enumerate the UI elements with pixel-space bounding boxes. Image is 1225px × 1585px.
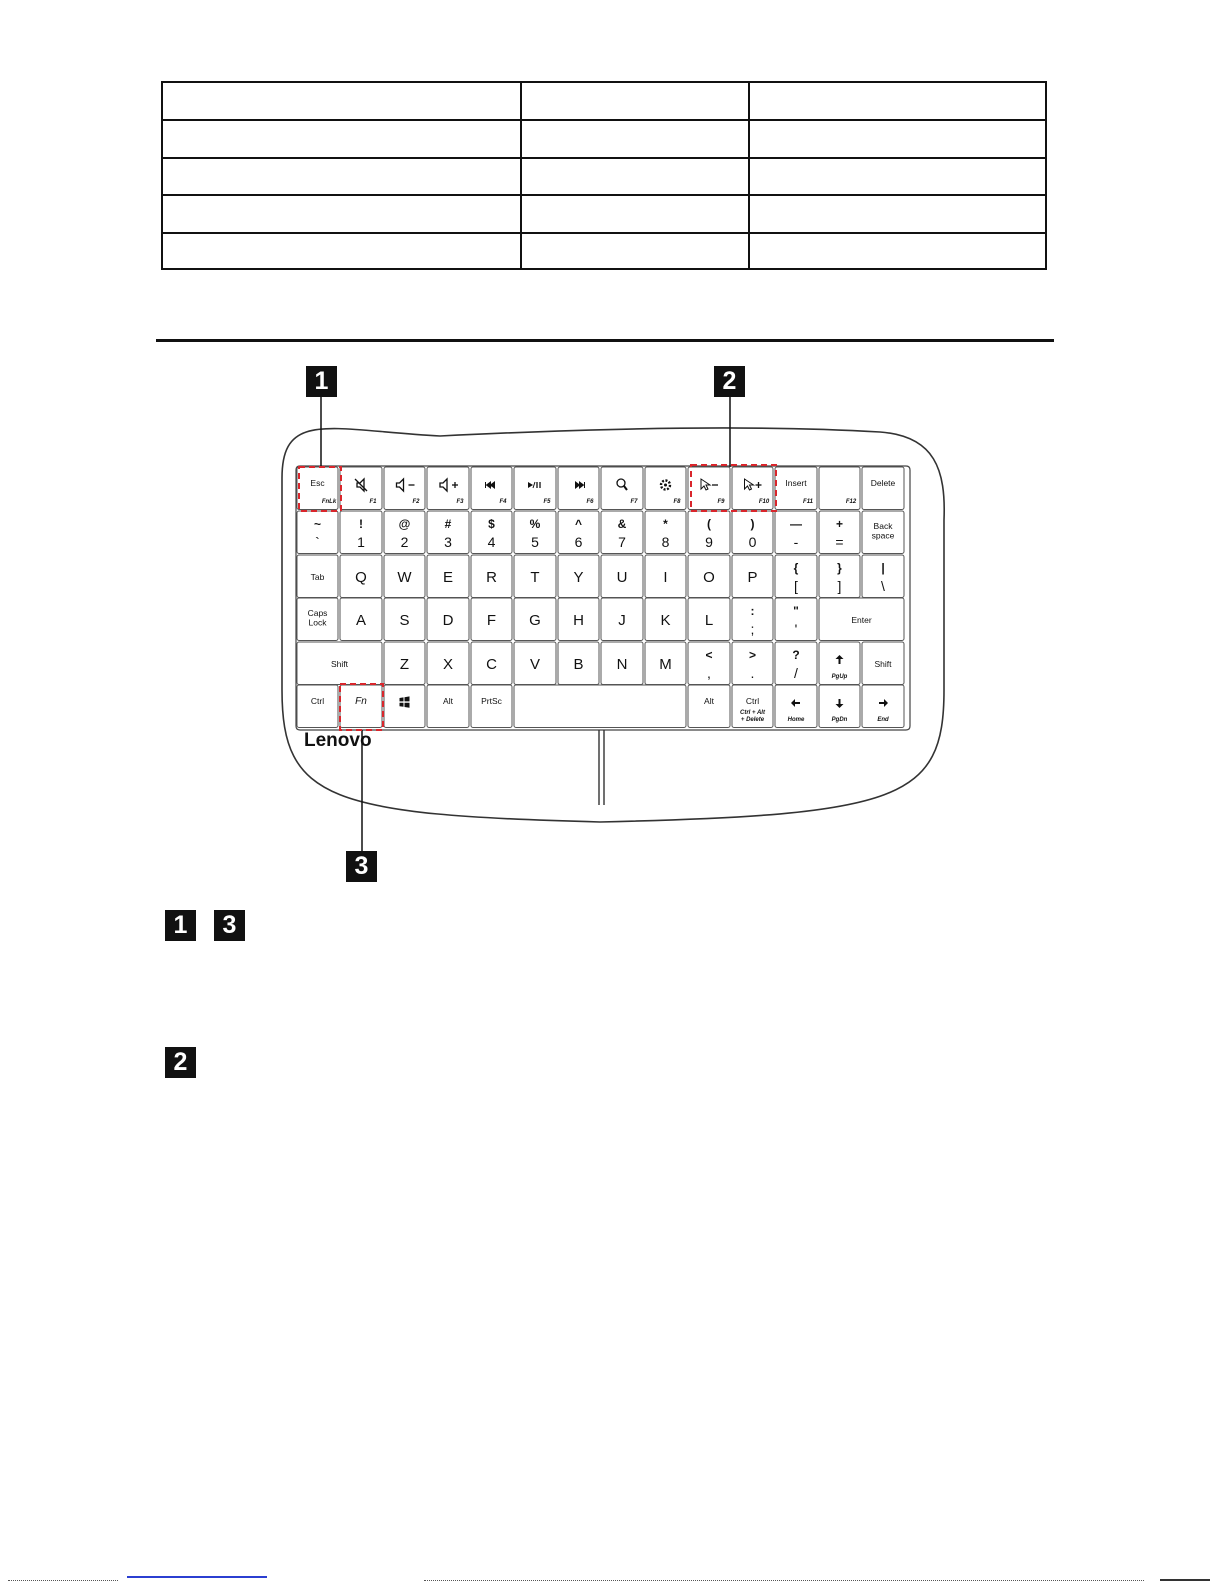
key-label: 5 (531, 534, 539, 550)
key-label: 3 (444, 534, 452, 550)
key-label: H (573, 612, 584, 629)
key-slash[interactable] (775, 642, 817, 685)
key-label: 2 (400, 534, 409, 550)
callout-2-badge: 2 (714, 366, 745, 397)
key-rctrl[interactable] (732, 685, 773, 728)
key-label: 8 (661, 534, 670, 550)
key-label: K (660, 612, 671, 629)
description-badge-2: 2 (165, 1047, 196, 1078)
key-label: ` (315, 534, 320, 550)
key-label: J (618, 612, 626, 629)
key-label: ! (359, 517, 363, 531)
key-g[interactable] (514, 598, 556, 641)
key-label: F3 (456, 499, 464, 505)
key-rbracket[interactable] (819, 555, 860, 598)
key-k6[interactable] (558, 511, 599, 554)
key-k4[interactable] (471, 511, 512, 554)
key-label: Q (355, 569, 367, 586)
key-label: 9 (705, 534, 713, 550)
key-f5[interactable] (514, 467, 556, 510)
key-label: F9 (717, 499, 725, 505)
key-label: F (486, 612, 497, 629)
key-label: W (397, 569, 412, 586)
key-label: Shift (874, 659, 892, 669)
page-footer-rule (0, 1576, 1225, 1585)
key-label: FnLk (321, 499, 337, 505)
key-label: G (529, 612, 541, 629)
key-k9[interactable] (688, 511, 730, 554)
key-label: , (707, 665, 711, 681)
key-backspace[interactable] (862, 511, 904, 554)
lenovo-logo: Lenovo (304, 730, 372, 751)
key-label: Tab (310, 572, 325, 582)
key-label: P (747, 569, 758, 586)
key-insert[interactable] (775, 467, 817, 510)
key-label: F12 (845, 499, 857, 505)
key-esc[interactable] (297, 467, 338, 510)
key-label: ~ (313, 517, 322, 531)
key-label: End (877, 717, 889, 723)
key-label: F5 (543, 499, 551, 505)
key-f4[interactable] (471, 467, 512, 510)
key-t[interactable] (514, 555, 556, 598)
key-capslock[interactable] (297, 598, 338, 641)
key-label: = (835, 534, 844, 550)
key-label: Lock (308, 617, 327, 628)
key-f12[interactable] (819, 467, 860, 510)
key-label: | (881, 561, 885, 575)
key-p[interactable] (732, 555, 773, 598)
key-label: [ (794, 578, 798, 594)
key-k1[interactable] (340, 511, 382, 554)
key-period[interactable] (732, 642, 773, 685)
key-label: M (659, 656, 672, 673)
key-label: \ (881, 578, 885, 594)
key-label: Delete (870, 478, 896, 488)
key-label: } (837, 561, 842, 575)
key-f2[interactable] (384, 467, 425, 510)
key-label: Alt (443, 696, 453, 706)
key-f8[interactable] (645, 467, 686, 510)
key-quote[interactable] (775, 598, 817, 641)
key-label: T (530, 569, 540, 586)
key-label: L (704, 612, 714, 629)
key-space[interactable] (514, 685, 686, 728)
key-k7[interactable] (601, 511, 643, 554)
key-lshift[interactable] (297, 642, 382, 685)
key-minus[interactable] (775, 511, 817, 554)
key-label: X (442, 656, 454, 673)
key-label: Y (573, 569, 584, 586)
key-tab[interactable] (297, 555, 338, 598)
key-label: $ (488, 517, 495, 531)
key-label: . (750, 665, 755, 681)
key-label: F2 (412, 499, 420, 505)
key-v[interactable] (514, 642, 556, 685)
key-label: 0 (748, 534, 757, 550)
key-label: Fn (355, 696, 367, 707)
key-label: PrtSc (481, 696, 502, 706)
key-label: F8 (673, 499, 681, 505)
key-c[interactable] (471, 642, 512, 685)
key-z[interactable] (384, 642, 425, 685)
key-label: Ctrl + Alt (740, 710, 765, 716)
key-f1[interactable] (340, 467, 382, 510)
key-label: & (617, 517, 627, 531)
key-label: ? (792, 648, 800, 662)
key-label: Caps (307, 608, 328, 618)
key-label: / (794, 665, 798, 681)
key-pgdn[interactable] (819, 685, 860, 728)
key-lbracket[interactable] (775, 555, 817, 598)
key-s[interactable] (384, 598, 425, 641)
key-label: Alt (704, 696, 714, 706)
key-label: ' (794, 621, 798, 637)
key-r[interactable] (471, 555, 512, 598)
key-label: E (442, 569, 454, 586)
key-b[interactable] (558, 642, 599, 685)
key-delete[interactable] (862, 467, 904, 510)
key-ralt[interactable] (688, 685, 730, 728)
key-fn[interactable] (340, 685, 382, 728)
key-f3[interactable] (427, 467, 469, 510)
key-f7[interactable] (601, 467, 643, 510)
key-label: F10 (758, 499, 770, 505)
key-k0[interactable] (732, 511, 773, 554)
key-label: 6 (574, 534, 583, 550)
key-f10[interactable] (732, 467, 773, 510)
key-label: A (355, 612, 367, 629)
key-enter[interactable] (819, 598, 904, 641)
key-label: — (790, 517, 802, 531)
key-label: Enter (851, 615, 872, 625)
key-label: + Delete (740, 717, 765, 723)
key-label: Shift (330, 659, 349, 669)
key-y[interactable] (558, 555, 599, 598)
callout-3-badge: 3 (346, 851, 377, 882)
key-label: < (705, 648, 713, 662)
key-label: : (750, 604, 755, 618)
key-label: S (399, 612, 410, 629)
key-tilde[interactable] (297, 511, 338, 554)
key-label: F7 (630, 499, 638, 505)
key-lalt[interactable] (427, 685, 469, 728)
key-label: F4 (499, 499, 507, 505)
key-backslash[interactable] (862, 555, 904, 598)
key-n[interactable] (601, 642, 643, 685)
key-f6[interactable] (558, 467, 599, 510)
key-label: > (748, 648, 757, 662)
key-comma[interactable] (688, 642, 730, 685)
key-label: V (529, 656, 541, 673)
key-label: 4 (487, 534, 496, 550)
key-l[interactable] (688, 598, 730, 641)
key-label: Ctrl (310, 696, 325, 706)
key-label: I (663, 569, 668, 586)
key-label: - (793, 534, 799, 550)
key-x[interactable] (427, 642, 469, 685)
key-label: N (616, 656, 628, 673)
key-pgup[interactable] (819, 642, 860, 685)
key-prtsc[interactable] (471, 685, 512, 728)
key-i[interactable] (645, 555, 686, 598)
key-f9[interactable] (688, 467, 730, 510)
key-f[interactable] (471, 598, 512, 641)
key-label: Back (873, 521, 893, 531)
key-k8[interactable] (645, 511, 686, 554)
key-label: ] (837, 578, 842, 594)
callout-1-badge: 1 (306, 366, 337, 397)
key-label: F1 (369, 499, 377, 505)
key-label: ^ (574, 517, 583, 531)
key-label: O (703, 569, 715, 586)
key-label: Z (399, 656, 410, 673)
key-a[interactable] (340, 598, 382, 641)
key-k3[interactable] (427, 511, 469, 554)
key-label: F6 (586, 499, 594, 505)
key-label: PgDn (831, 717, 848, 723)
key-label: " (793, 604, 799, 618)
key-j[interactable] (601, 598, 643, 641)
key-label: Esc (310, 478, 325, 488)
key-k2[interactable] (384, 511, 425, 554)
key-end[interactable] (862, 685, 904, 728)
key-label: Ctrl (745, 696, 760, 706)
key-label: D (442, 612, 454, 629)
description-badge-1: 1 (165, 910, 196, 941)
key-label: % (529, 517, 541, 531)
key-h[interactable] (558, 598, 599, 641)
key-k[interactable] (645, 598, 686, 641)
key-e[interactable] (427, 555, 469, 598)
key-home[interactable] (775, 685, 817, 728)
key-label: space (871, 530, 895, 541)
key-q[interactable] (340, 555, 382, 598)
key-label: F11 (803, 499, 813, 505)
key-label: C (486, 656, 497, 673)
key-label: ; (750, 621, 755, 637)
key-equals[interactable] (819, 511, 860, 554)
key-win[interactable] (384, 685, 425, 728)
key-label: ( (707, 517, 711, 531)
key-label: Home (787, 717, 805, 723)
key-lctrl[interactable] (297, 685, 338, 728)
key-d[interactable] (427, 598, 469, 641)
key-label: 7 (618, 534, 626, 550)
key-o[interactable] (688, 555, 730, 598)
key-label: # (444, 517, 452, 531)
key-w[interactable] (384, 555, 425, 598)
key-label: B (573, 656, 584, 673)
key-label: * (663, 517, 668, 531)
description-badge-3: 3 (214, 910, 245, 941)
key-m[interactable] (645, 642, 686, 685)
key-label: R (486, 569, 497, 586)
key-label: @ (398, 517, 411, 531)
key-label: U (616, 569, 628, 586)
key-label: 1 (357, 534, 365, 550)
key-rshift[interactable] (862, 642, 904, 685)
key-label: Insert (785, 478, 807, 488)
key-label: ) (750, 517, 755, 531)
key-label: + (835, 517, 844, 531)
key-semicolon[interactable] (732, 598, 773, 641)
key-label: { (793, 561, 799, 575)
key-k5[interactable] (514, 511, 556, 554)
key-u[interactable] (601, 555, 643, 598)
key-label: PgUp (831, 674, 848, 680)
